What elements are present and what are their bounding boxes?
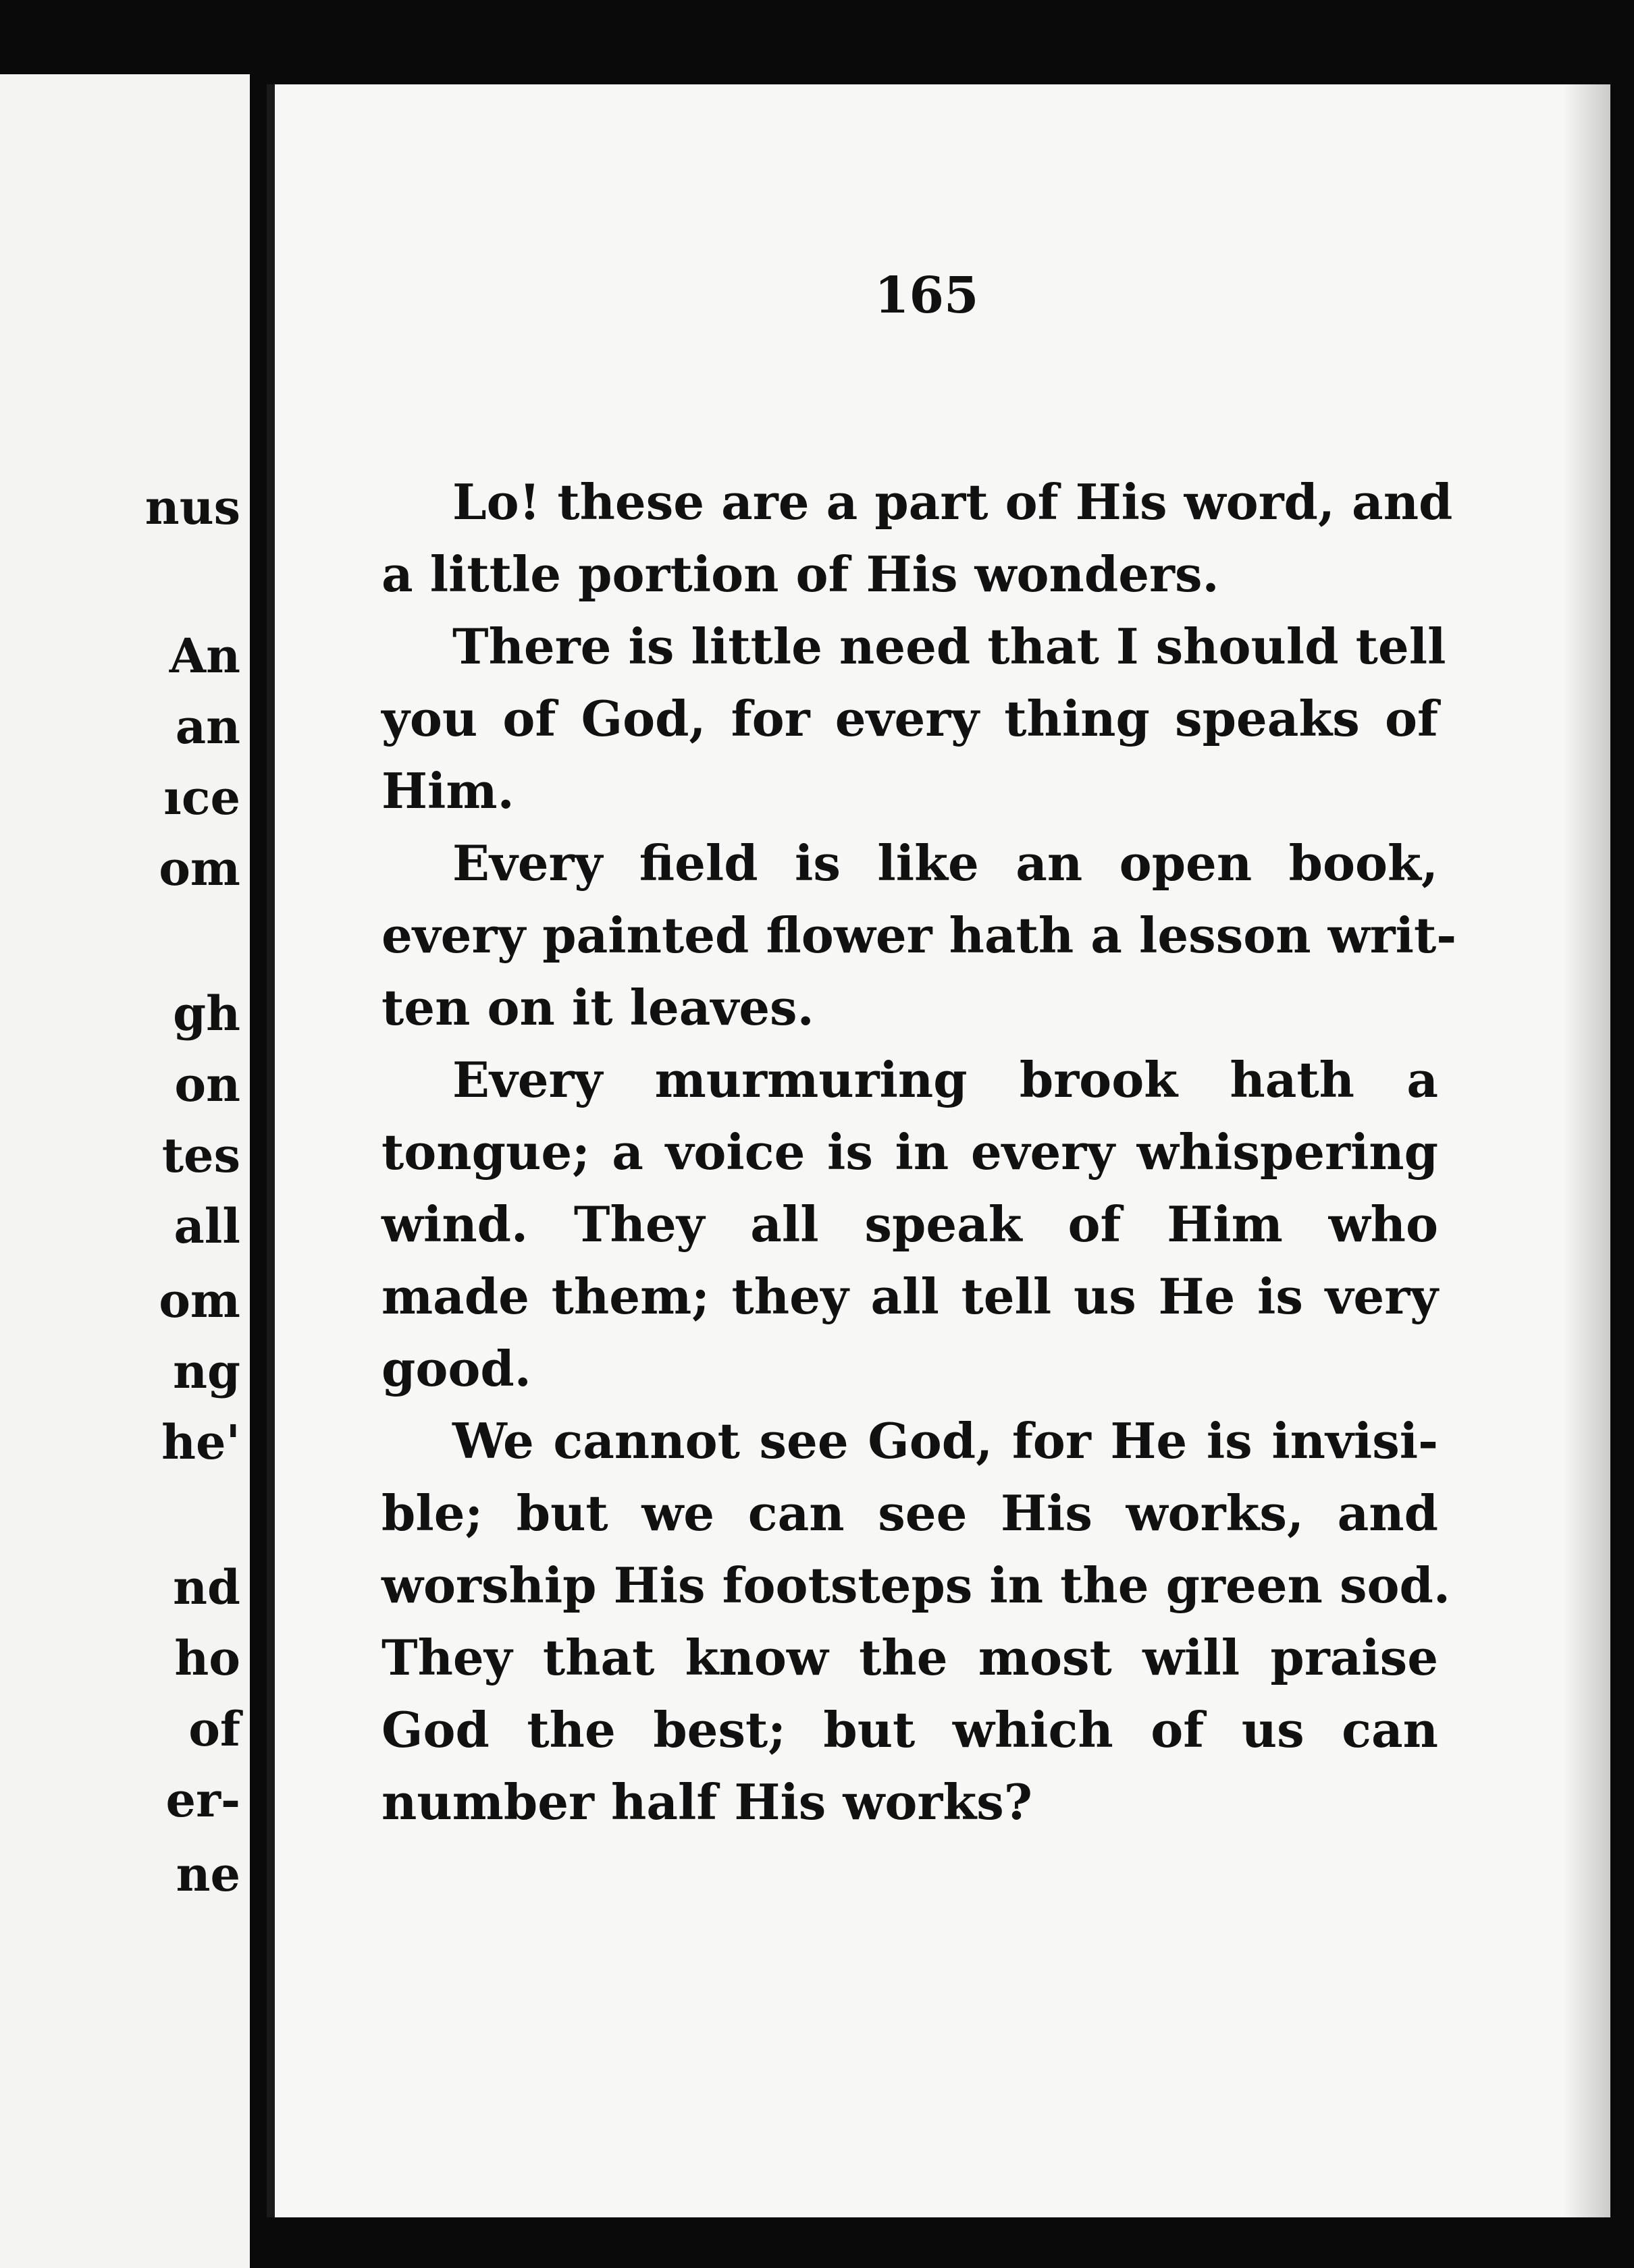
previous-page-edge [0, 74, 250, 2268]
text-line: tongue; a voice is in every whispering [381, 1123, 1438, 1181]
paragraph [381, 1044, 1438, 1405]
left-fragment: gh [173, 986, 240, 1042]
text-line: a little portion of His wonders. [381, 545, 1219, 603]
text-line: There is little need that I should tell [452, 618, 1446, 675]
left-fragment: of [188, 1701, 240, 1757]
left-fragment: an [175, 699, 240, 755]
text-line: made them; they all tell us He is very [381, 1268, 1438, 1325]
left-fragment: An [169, 628, 240, 684]
text-line: Lo! these are a part of His word, and [452, 473, 1453, 531]
text-line: every painted flower hath a lesson writ- [381, 907, 1457, 964]
text-line: Every murmuring brook hath a [452, 1051, 1438, 1108]
text-line: God the best; but which of us can [381, 1701, 1438, 1758]
paragraph [381, 466, 1453, 610]
left-fragment: ng [173, 1343, 240, 1399]
paragraph [381, 827, 1457, 1044]
left-fragment: he' [161, 1414, 240, 1470]
text-line: wind. They all speak of Him who [381, 1195, 1438, 1253]
text-line: worship His footsteps in the green sod. [381, 1557, 1450, 1614]
text-line: Him. [381, 762, 515, 819]
text-line: you of God, for every thing speaks of [381, 690, 1438, 747]
paragraph [381, 610, 1446, 827]
paragraph [381, 1405, 1450, 1838]
text-line: ten on it leaves. [381, 979, 814, 1036]
left-fragment: nus [144, 479, 240, 535]
left-fragment: om [159, 840, 240, 896]
page-body-text [381, 466, 1457, 1838]
text-line: Every field is like an open book, [452, 834, 1438, 892]
left-fragment: ho [174, 1630, 240, 1686]
left-fragment: om [159, 1272, 240, 1328]
left-fragment: ne [176, 1846, 240, 1902]
text-line: number half His works? [381, 1773, 1032, 1831]
left-fragment: all [174, 1198, 240, 1254]
text-line: good. [381, 1340, 531, 1397]
left-fragment: ıce [163, 770, 240, 826]
text-line: They that know the most will praise [381, 1629, 1438, 1686]
text-line: We cannot see God, for He is invisi- [452, 1412, 1438, 1469]
text-line: ble; but we can see His works, and [381, 1484, 1438, 1542]
left-fragment: tes [161, 1127, 240, 1183]
page-number: 165 [874, 267, 979, 325]
left-fragment: nd [173, 1559, 240, 1615]
left-fragment: er- [165, 1772, 240, 1828]
page-edge-shadow [1563, 84, 1610, 2217]
left-fragment: on [174, 1056, 240, 1112]
